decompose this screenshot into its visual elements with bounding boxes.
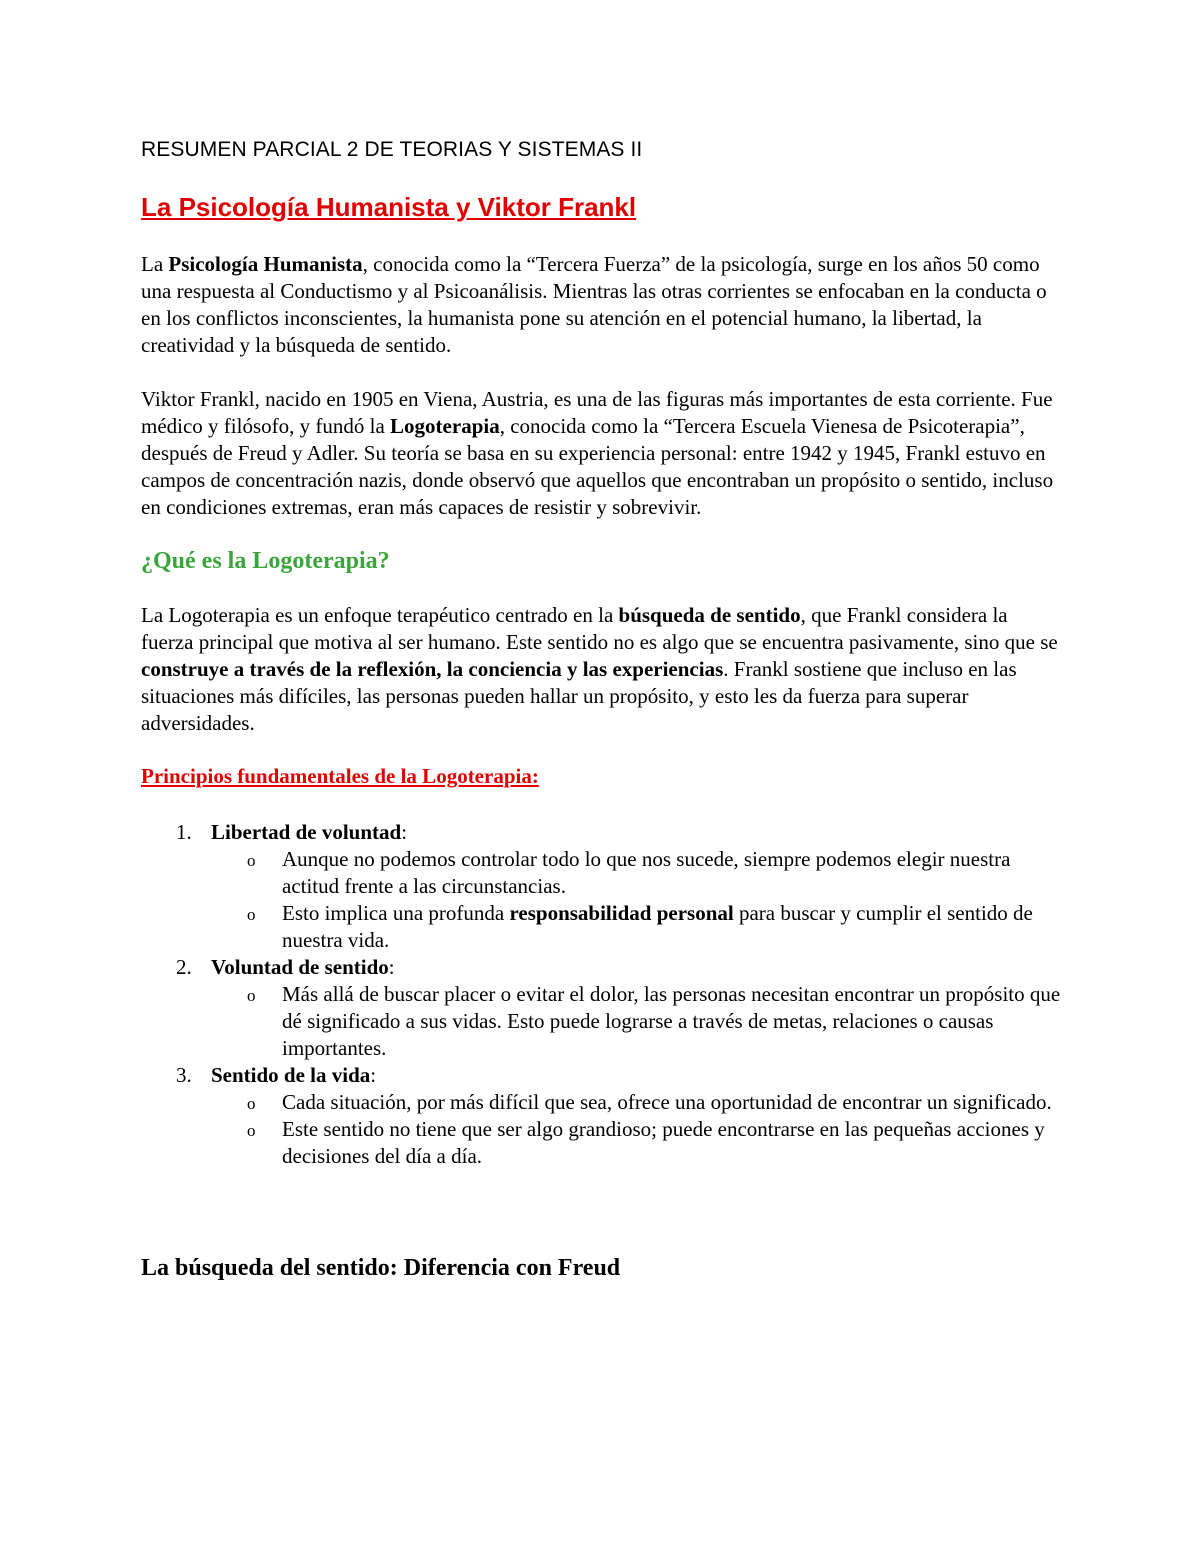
principle-title: Sentido de la vida: [211, 1063, 371, 1087]
section-heading-freud-difference: La búsqueda del sentido: Diferencia con Freud: [141, 1255, 621, 1281]
sub-item: [211, 846, 1061, 900]
principle-title: Voluntad de sentido: [211, 955, 389, 979]
principle-item: [141, 954, 1061, 1062]
text: :: [388, 955, 395, 979]
text: , conocida como la “Tercera Escuela Vienesa de Psicoterapia”, después de Freud y Adler. Su teoría se basa en su experiencia personal: entre 1942 y 1945, Frankl estuvo en campos de concentración nazis, donde observó que aquellos que encontraban un propósito o sentido, incluso en condiciones extremas, eran más capaces de resistir y sobrevivir.: [141, 414, 1054, 519]
principles-list: [141, 819, 1061, 1170]
bold-term: Logoterapia: [390, 414, 500, 438]
text: La: [141, 252, 169, 276]
spacer: [141, 1170, 1061, 1255]
sub-list: [211, 1089, 1061, 1170]
section-heading-logotherapy: ¿Qué es la Logoterapia?: [141, 548, 390, 574]
text: Viktor Frankl, nacido en 1905 en Viena, Austria, es una de las figuras más importantes de esta corriente. Fue médico y filósofo, y fundó la: [141, 387, 1053, 438]
paragraph-humanist-intro: [141, 251, 1061, 359]
text: Este sentido no tiene que ser algo grandioso; puede encontrarse en las pequeñas acciones y decisiones del día a día.: [282, 1117, 1045, 1168]
circle-bullet-icon: o: [247, 1121, 256, 1140]
text: :: [370, 1063, 377, 1087]
paragraph-logotherapy-definition: [141, 602, 1061, 737]
bold-term: búsqueda de sentido: [618, 603, 801, 627]
section-heading-humanist: La Psicología Humanista y Viktor Frankl: [141, 192, 637, 222]
list-number: 1.: [176, 820, 192, 844]
sub-list: [211, 846, 1061, 954]
sub-item: [211, 900, 1061, 954]
circle-bullet-icon: o: [247, 905, 256, 924]
text: Esto implica una profunda: [282, 901, 510, 925]
paragraph-frankl-bio: [141, 386, 1061, 521]
document-page: [141, 138, 1061, 1282]
text: La Logoterapia es un enfoque terapéutico centrado en la: [141, 603, 619, 627]
text: . Frankl sostiene que incluso en las situaciones más difíciles, las personas pueden hallar un propósito, y esto les da fuerza para superar adversidades.: [141, 657, 1017, 735]
bold-term: construye a través de la reflexión, la conciencia y las experiencias: [141, 657, 724, 681]
text: , conocida como la “Tercera Fuerza” de la psicología, surge en los años 50 como una respuesta al Conductismo y al Psicoanálisis. Mientras las otras corrientes se enfocaban en la conducta o en los conflictos inconscientes, la humanista pone su atención en el potencial humano, la libertad, la creatividad y la búsqueda de sentido.: [141, 252, 1047, 357]
text: para buscar y cumplir el sentido de nuestra vida.: [282, 901, 1033, 952]
section-heading-principles: Principios fundamentales de la Logoterapia:: [141, 764, 539, 788]
principle-item: [141, 1062, 1061, 1170]
bold-term: Psicología Humanista: [168, 252, 363, 276]
bold-term: responsabilidad personal: [509, 901, 734, 925]
principle-item: [141, 819, 1061, 954]
sub-item: [211, 981, 1061, 1062]
text: Aunque no podemos controlar todo lo que nos sucede, siempre podemos elegir nuestra actitud frente a las circunstancias.: [282, 847, 1011, 898]
text: , que Frankl considera la fuerza principal que motiva al ser humano. Este sentido no es algo que se encuentra pasivamente, sino que se: [141, 603, 1058, 654]
principle-title: Libertad de voluntad: [211, 820, 402, 844]
text: Más allá de buscar placer o evitar el dolor, las personas necesitan encontrar un propósito que dé significado a sus vidas. Esto puede lograrse a través de metas, relaciones o causas importantes.: [282, 982, 1061, 1060]
list-number: 3.: [176, 1063, 192, 1087]
list-number: 2.: [176, 955, 192, 979]
text: Cada situación, por más difícil que sea, ofrece una oportunidad de encontrar un significado.: [282, 1090, 1052, 1114]
circle-bullet-icon: o: [247, 986, 256, 1005]
circle-bullet-icon: o: [247, 851, 256, 870]
circle-bullet-icon: o: [247, 1094, 256, 1113]
sub-item: [211, 1089, 1061, 1116]
sub-item: [211, 1116, 1061, 1170]
text: :: [401, 820, 408, 844]
document-title: RESUMEN PARCIAL 2 DE TEORIAS Y SISTEMAS II: [141, 138, 643, 161]
sub-list: [211, 981, 1061, 1062]
